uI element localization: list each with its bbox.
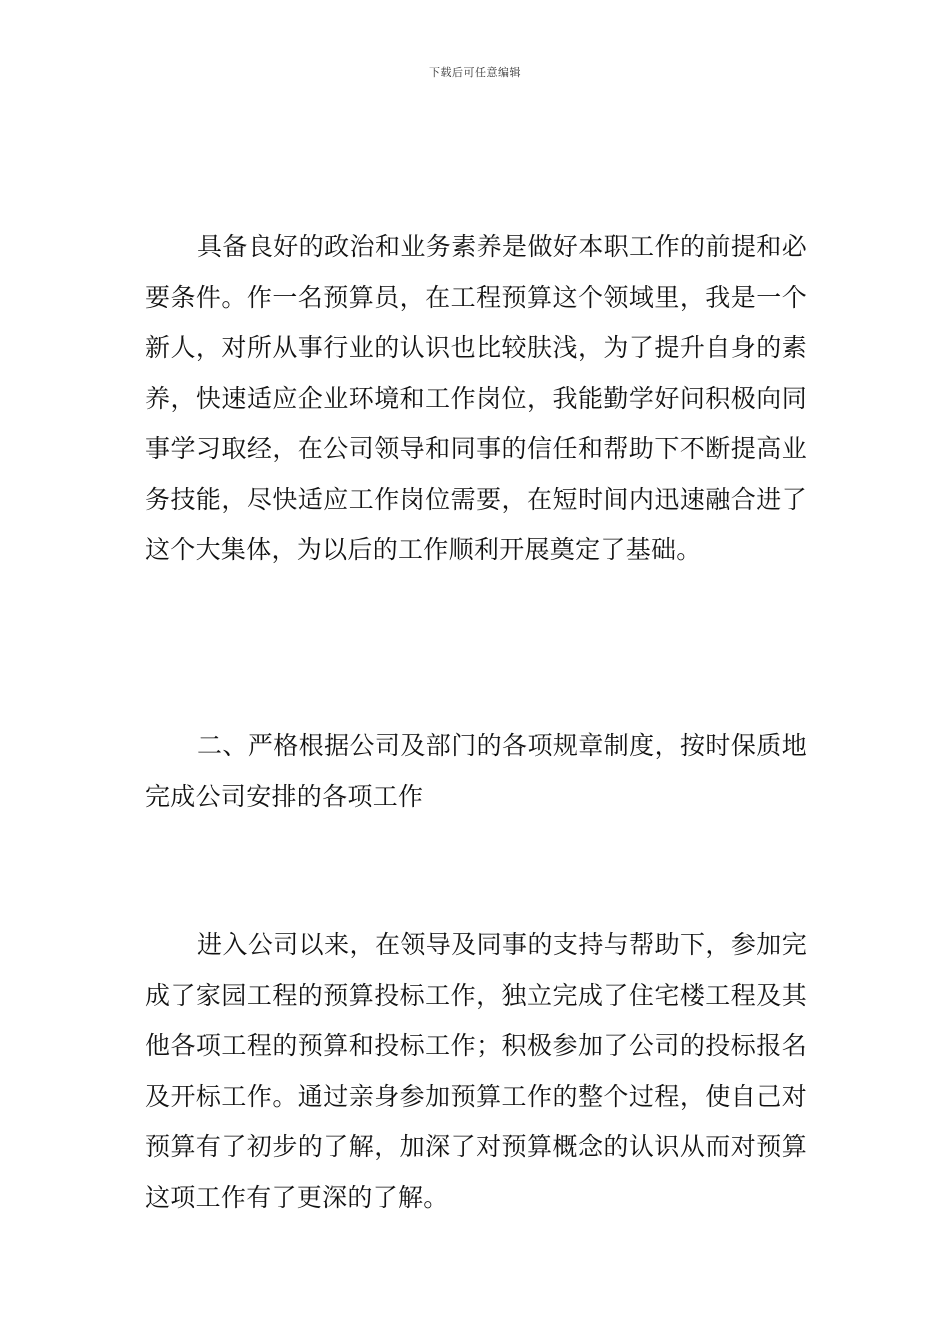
paragraph-work-completed: 进入公司以来，在领导及同事的支持与帮助下，参加完成了家园工程的预算投标工作，独立完成了住宅楼工程及其他各项工程的预算和投标工作；积极参加了公司的投标报名及开标工作。通过亲身参加预算工作的整个过程，使自己对预算有了初步的了解，加深了对预算概念的认识从而对预算这项工作有了更深的了解。: [145, 930, 807, 1212]
paragraph-qualities: 具备良好的政治和业务素养是做好本职工作的前提和必要条件。作一名预算员，在工程预算这个领域里，我是一个新人，对所从事行业的认识也比较肤浅，为了提升自身的素养，快速适应企业环境和工作岗位，我能勤学好问积极向同事学习取经，在公司领导和同事的信任和帮助下不断提高业务技能，尽快适应工作岗位需要，在短时间内迅速融合进了这个大集体，为以后的工作顺利开展奠定了基础。: [145, 232, 807, 564]
page-header: 下载后可任意编辑: [429, 66, 521, 79]
section-heading-two: 二、严格根据公司及部门的各项规章制度，按时保质地完成公司安排的各项工作: [145, 731, 807, 811]
